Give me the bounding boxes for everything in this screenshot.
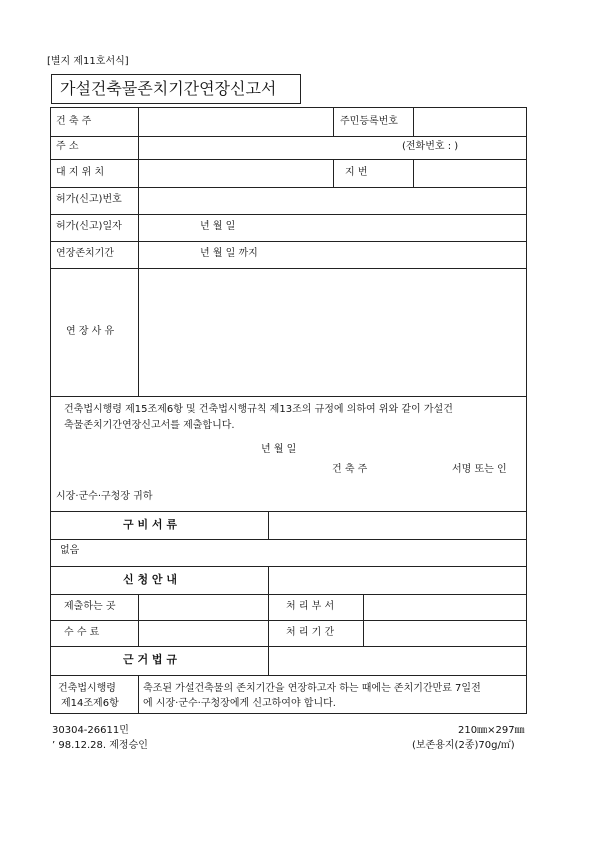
department-label: 처 리 부 서 [286,601,335,612]
documents-value: 없음 [60,545,80,556]
signer-label: 건 축 주 [332,464,368,475]
footer-paper: (보존용지(2종)70g/㎡) [412,740,515,751]
reason-label: 연 장 사 유 [66,326,115,337]
resident-id-label: 주민등록번호 [340,116,398,127]
fee-label: 수 수 료 [64,627,100,638]
address-label: 주 소 [56,141,79,152]
form-title: 가설건축물존치기간연장신고서 [60,79,277,98]
declaration-line2: 축물존치기간연장신고서를 제출합니다. [64,420,235,431]
legal-basis-line1: 건축법시행령 [58,683,116,694]
legal-text-line2: 에 시장·군수·구청장에게 신고하여야 합니다. [143,698,336,709]
permit-date-value: 년 월 일 [200,221,236,232]
permit-number-label: 허가(신고)번호 [56,194,122,205]
form-number: [별지 제11호서식] [47,56,129,67]
signature-label: 서명 또는 인 [452,464,507,475]
declaration-line1: 건축법시행령 제15조제6항 및 건축법시행규칙 제13조의 규정에 의하여 위와 같이 가설건 [64,404,453,415]
phone-field: (전화번호 : ) [402,141,459,152]
addressee: 시장·군수·구청장 귀하 [56,491,153,502]
legal-header: 근 거 법 규 [123,653,177,666]
submit-place-label: 제출하는 곳 [64,601,116,612]
permit-date-label: 허가(신고)일자 [56,221,122,232]
footer-size: 210㎜×297㎜ [458,725,525,736]
lot-label: 지 번 [345,167,368,178]
site-label: 대 지 위 치 [56,167,105,178]
owner-label: 건 축 주 [56,116,92,127]
documents-header: 구 비 서 류 [123,518,177,531]
period-value: 년 월 일 까지 [200,248,258,259]
processing-period-label: 처 리 기 간 [286,627,335,638]
declaration-date: 년 월 일 [261,444,297,455]
footer-approval: ’ 98.12.28. 제정승인 [52,740,148,751]
guide-header: 신 청 안 내 [123,573,177,586]
period-label: 연장존치기간 [56,248,114,259]
legal-basis-line2: 제14조제6항 [61,698,119,709]
legal-text-line1: 축조된 가설건축물의 존치기간을 연장하고자 하는 때에는 존치기간만료 7일전 [143,683,481,694]
footer-code: 30304-26611민 [52,725,129,736]
